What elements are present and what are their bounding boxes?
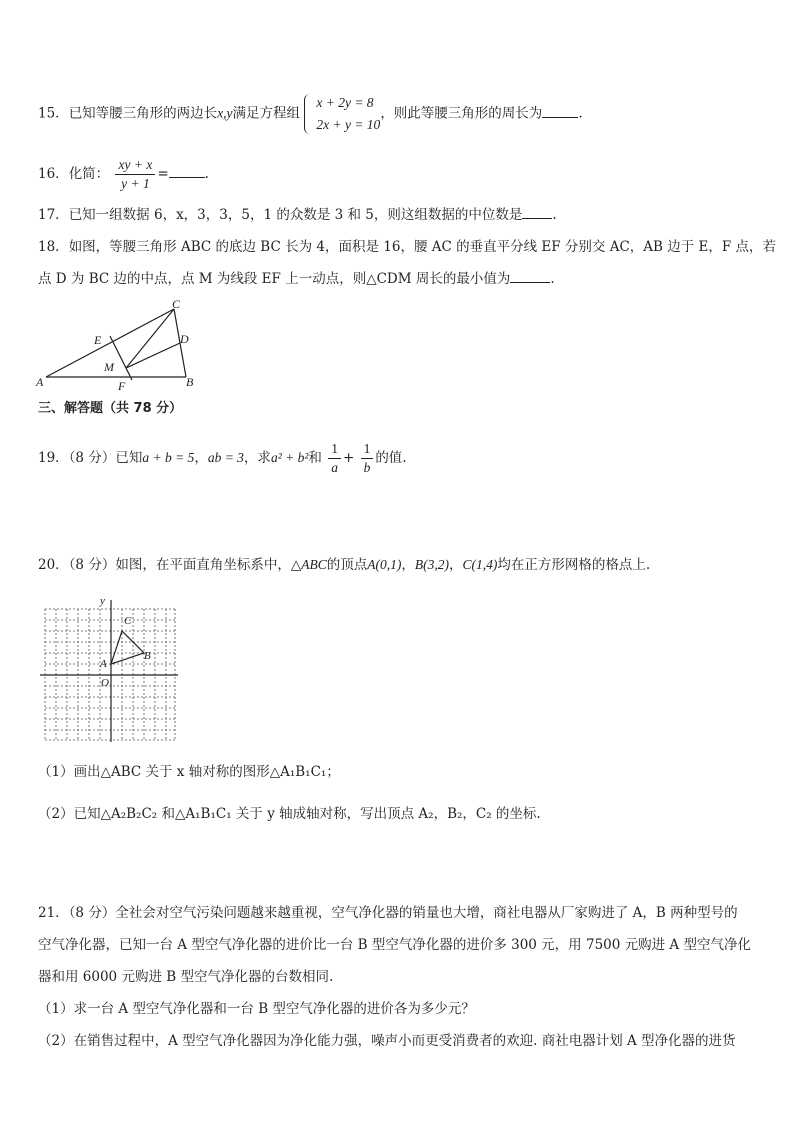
question-18	[38, 234, 777, 260]
q15-end: .	[578, 105, 583, 122]
q19-condition-2: ab = 3	[207, 450, 244, 465]
fraction-denominator: a	[331, 460, 338, 475]
q21-score: （8 分）	[68, 905, 116, 921]
question-21-part-1	[38, 996, 764, 1022]
equals-sign: =	[157, 166, 169, 182]
triangle-figure	[34, 296, 204, 394]
answer-blank[interactable]	[542, 103, 578, 118]
q20-text-3: 均在正方形网格的格点上.	[497, 557, 651, 573]
q15-text-3: ，则此等腰三角形的周长为	[380, 105, 543, 122]
q21-sub-1: （1）求一台 A 型空气净化器和一台 B 型空气净化器的进价各为多少元？	[38, 1001, 475, 1017]
equation-system	[304, 92, 380, 136]
grid-label-o: O	[101, 677, 109, 689]
question-20-part-1	[38, 759, 764, 785]
label-d: D	[180, 332, 189, 346]
q19-text-3: 和	[308, 450, 322, 466]
fraction-denominator: y + 1	[121, 176, 150, 191]
q21-line-3: 器和用 6000 元购进 B 型空气净化器的台数相同.	[38, 969, 334, 985]
q19-score: （8 分）	[68, 450, 116, 466]
q15-vars: x,y	[217, 105, 233, 121]
q19-condition-1: a + b = 5	[142, 450, 195, 465]
y-axis-label: y	[100, 595, 105, 607]
question-19	[38, 440, 764, 477]
question-21-part-2	[38, 1028, 764, 1054]
q21-sub-2: （2）在销售过程中，A 型空气净化器因为净化能力强，噪声小而更受消费者的欢迎. 商社电器计划 A 型净化器的进货	[38, 1033, 736, 1049]
q15-text-2: 满足方程组	[232, 105, 301, 122]
q19-text-4: 的值.	[375, 450, 407, 466]
question-21-line-3	[38, 964, 764, 990]
q21-line-2: 空气净化器，已知一台 A 型空气净化器的进价比一台 B 型空气净化器的进价多 300 元，用 7500 元购进 A 型空气净化	[38, 937, 751, 953]
q21-number: 21．	[38, 905, 69, 921]
label-f: F	[118, 379, 126, 393]
q21-line-1: 全社会对空气污染问题越来越重视，空气净化器的销量也大增，商社电器从厂家购进了 A，B 两种型号的	[115, 905, 738, 921]
question-21	[38, 900, 764, 926]
label-a: A	[36, 375, 44, 389]
fraction-numerator: 1	[328, 440, 341, 459]
q15-text-1: 已知等腰三角形的两边长	[68, 105, 218, 122]
answer-blank[interactable]	[510, 268, 550, 283]
point-b: B(3,2)	[414, 557, 449, 572]
label-c: C	[172, 297, 181, 311]
question-15	[38, 92, 764, 136]
question-20: 20．（8 分）如图，在平面直角坐标系中，△ABC的顶点A(0,1)，B(3,2)，C(1,4)均在正方形网格的格点上.	[38, 557, 651, 573]
equation-2: 2x + y = 10	[316, 117, 381, 132]
fraction-1-over-b	[361, 440, 374, 477]
q20-sub-1: （1）画出△ABC 关于 x 轴对称的图形△A₁B₁C₁；	[38, 764, 340, 780]
fraction-numerator: 1	[361, 440, 374, 459]
q18-end: .	[550, 271, 555, 287]
q19-expression: a² + b²	[270, 450, 309, 465]
point-c: C(1,4)	[462, 557, 498, 572]
q20-number: 20．	[38, 557, 69, 573]
segment-md	[126, 343, 180, 368]
q17-text: 已知一组数据 6，x，3，3，5，1 的众数是 3 和 5，则这组数据的中位数是	[68, 207, 523, 223]
label-e: E	[94, 333, 102, 347]
left-brace	[304, 94, 313, 134]
q18-number: 18．	[38, 239, 69, 255]
q18-line-2: 点 D 为 BC 边的中点，点 M 为线段 EF 上一动点，则△CDM 周长的最小值为	[38, 271, 511, 287]
q19-text-1: 已知	[115, 450, 143, 466]
section-heading: 三、解答题（共 78 分）	[38, 401, 183, 416]
q18-line-1: 如图，等腰三角形 ABC 的底边 BC 长为 4，面积是 16，腰 AC 的垂直平分线 EF 分别交 AC，AB 边于 E，F 点，若	[68, 239, 777, 255]
q16-end: .	[204, 166, 209, 182]
q20-score: （8 分）	[68, 557, 116, 573]
q16-text: 化简：	[68, 166, 110, 182]
label-m: M	[104, 360, 114, 374]
fraction-1-over-a	[328, 440, 341, 477]
question-21-line-2	[38, 932, 764, 958]
fraction-numerator: xy + x	[115, 156, 155, 175]
q20-triangle: △ABC	[290, 557, 327, 572]
equation-1: x + 2y = 8	[316, 95, 374, 110]
q19-text-2: ，求	[243, 450, 271, 466]
grid-label-a: A	[100, 658, 107, 670]
question-17	[38, 202, 764, 228]
question-18-cont	[38, 266, 764, 292]
q20-sub-2: （2）已知△A₂B₂C₂ 和△A₁B₁C₁ 关于 y 轴成轴对称，写出顶点 A₂，B₂，C₂ 的坐标.	[38, 806, 541, 822]
point-a: A(0,1)	[367, 557, 402, 572]
answer-blank[interactable]	[169, 163, 205, 178]
question-20-part-2	[38, 801, 764, 827]
triangle-abc	[111, 631, 144, 664]
q17-end: .	[552, 207, 557, 223]
q20-text-2: 的顶点	[326, 557, 368, 573]
q17-number: 17．	[38, 207, 69, 223]
question-16	[38, 156, 764, 193]
plus-sign: +	[342, 450, 355, 466]
segment-mc	[126, 309, 174, 368]
grid-label-b: B	[144, 650, 151, 662]
q16-number: 16．	[38, 166, 69, 182]
coordinate-grid	[40, 594, 180, 744]
label-b: B	[186, 375, 194, 389]
fraction	[115, 156, 155, 193]
q15-number: 15．	[38, 105, 69, 122]
q19-number: 19．	[38, 450, 69, 466]
answer-blank[interactable]	[522, 204, 552, 219]
grid-label-c: C	[124, 615, 132, 627]
fraction-denominator: b	[363, 460, 371, 475]
q19-separator: ，	[194, 450, 208, 466]
q20-text-1: 如图，在平面直角坐标系中，	[115, 557, 291, 573]
